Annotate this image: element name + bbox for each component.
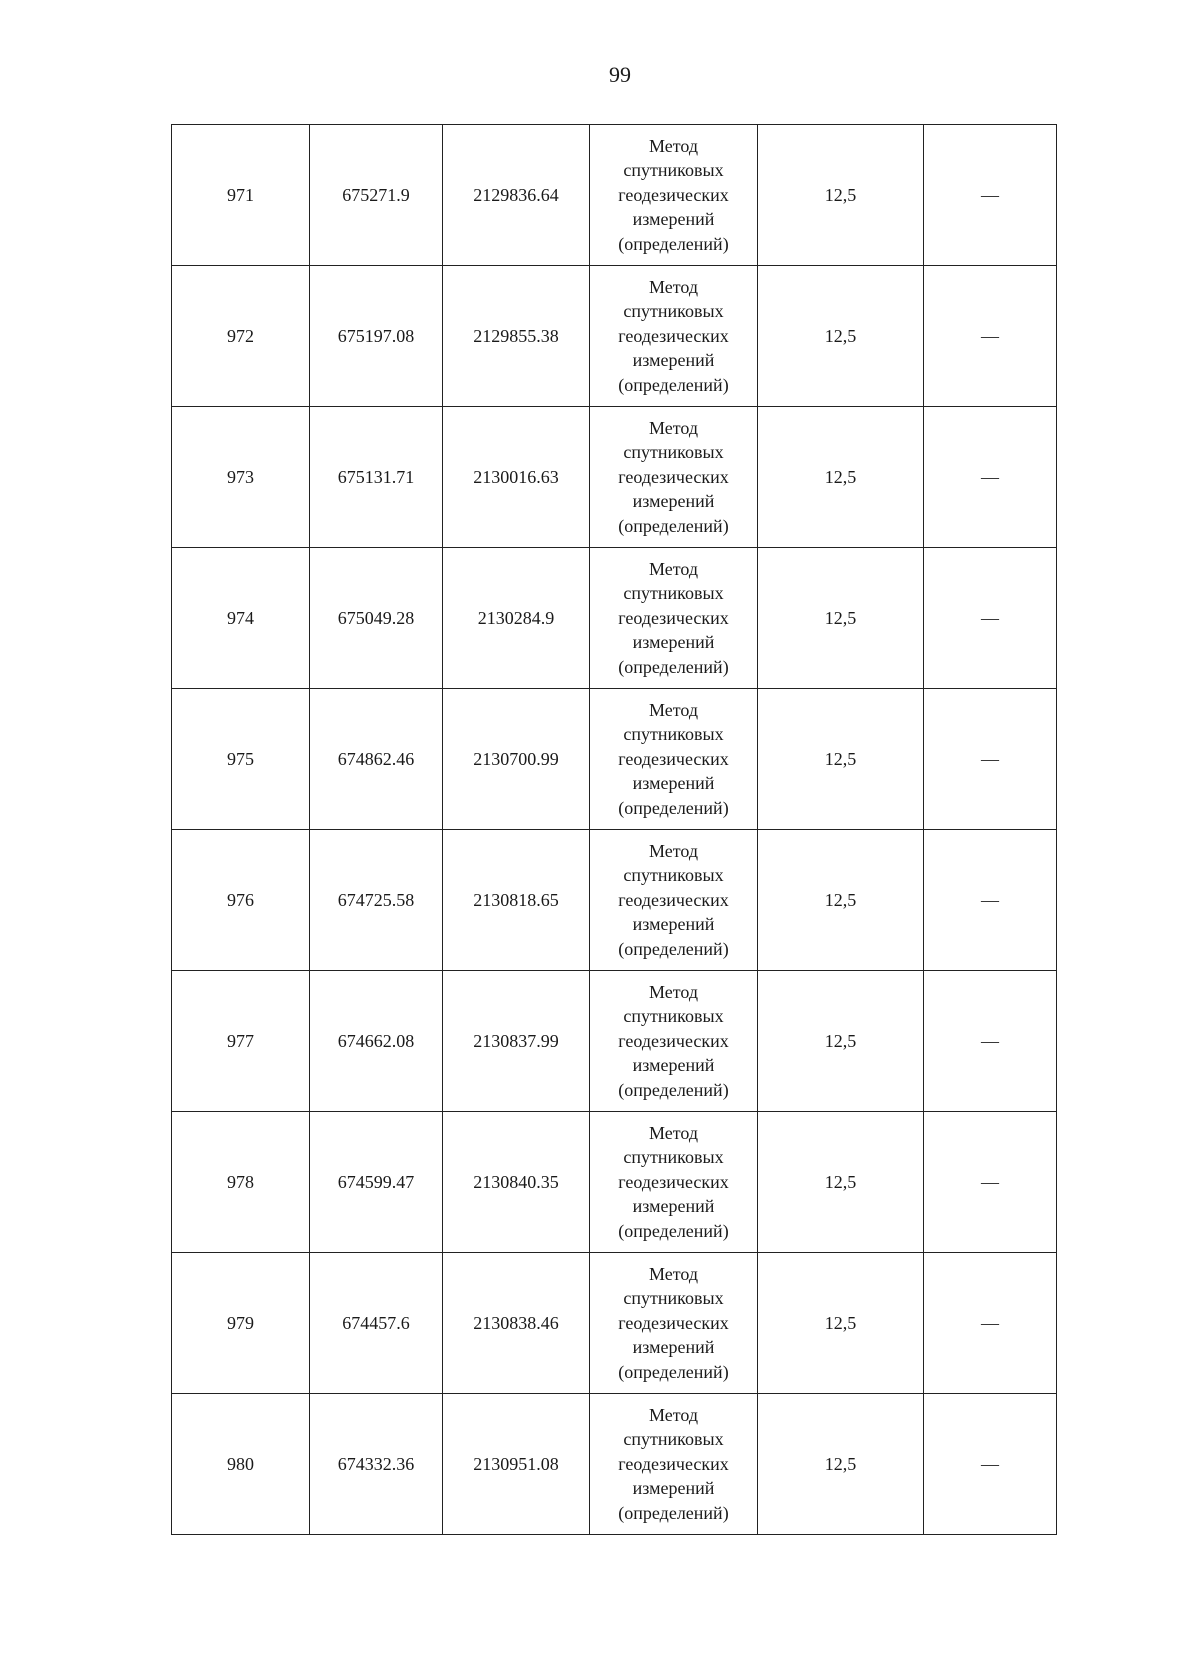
y-coordinate-cell: 2130840.35 <box>443 1112 590 1253</box>
table-row <box>172 1253 1057 1394</box>
method-line: Метод <box>648 135 699 156</box>
method-line: спутниковых <box>623 160 724 181</box>
note-cell: — <box>924 407 1057 548</box>
method-line: измерений <box>632 209 715 230</box>
y-coordinate-cell: 2130838.46 <box>443 1253 590 1394</box>
method-line: геодезических <box>618 466 729 487</box>
accuracy-cell: 12,5 <box>758 125 924 266</box>
note-cell: — <box>924 125 1057 266</box>
y-coordinate-cell: 2130016.63 <box>443 407 590 548</box>
point-number-cell: 977 <box>172 971 310 1112</box>
table-row <box>172 266 1057 407</box>
table-row <box>172 689 1057 830</box>
y-coordinate-cell: 2129855.38 <box>443 266 590 407</box>
x-coordinate-cell: 674457.6 <box>310 1253 443 1394</box>
method-line: геодезических <box>618 1312 729 1333</box>
x-coordinate-cell: 675131.71 <box>310 407 443 548</box>
point-number-cell: 971 <box>172 125 310 266</box>
y-coordinate-cell: 2130951.08 <box>443 1394 590 1535</box>
method-line: измерений <box>632 773 715 794</box>
note-cell: — <box>924 1112 1057 1253</box>
note-cell: — <box>924 971 1057 1112</box>
accuracy-cell: 12,5 <box>758 1253 924 1394</box>
x-coordinate-cell: 674862.46 <box>310 689 443 830</box>
method-line: измерений <box>632 350 715 371</box>
method-cell <box>590 407 758 548</box>
method-line: (определений) <box>618 1079 729 1100</box>
method-line: измерений <box>632 491 715 512</box>
y-coordinate-cell: 2130700.99 <box>443 689 590 830</box>
method-line: спутниковых <box>623 583 724 604</box>
method-line: спутниковых <box>623 442 724 463</box>
method-line: спутниковых <box>623 301 724 322</box>
method-line: (определений) <box>618 656 729 677</box>
point-number-cell: 974 <box>172 548 310 689</box>
x-coordinate-cell: 674662.08 <box>310 971 443 1112</box>
table-row <box>172 971 1057 1112</box>
accuracy-cell: 12,5 <box>758 830 924 971</box>
point-number-cell: 975 <box>172 689 310 830</box>
method-line: измерений <box>632 1478 715 1499</box>
note-cell: — <box>924 1394 1057 1535</box>
x-coordinate-cell: 675197.08 <box>310 266 443 407</box>
point-number-cell: 980 <box>172 1394 310 1535</box>
method-line: (определений) <box>618 1361 729 1382</box>
method-cell <box>590 1112 758 1253</box>
table-row <box>172 548 1057 689</box>
method-line: спутниковых <box>623 1288 724 1309</box>
method-line: Метод <box>648 1122 699 1143</box>
method-line: геодезических <box>618 607 729 628</box>
method-line: измерений <box>632 1055 715 1076</box>
method-line: (определений) <box>618 374 729 395</box>
point-number-cell: 978 <box>172 1112 310 1253</box>
accuracy-cell: 12,5 <box>758 407 924 548</box>
note-cell: — <box>924 689 1057 830</box>
method-line: Метод <box>648 699 699 720</box>
method-line: геодезических <box>618 184 729 205</box>
method-line: спутниковых <box>623 1006 724 1027</box>
method-line: геодезических <box>618 1030 729 1051</box>
method-cell <box>590 1394 758 1535</box>
table-row <box>172 407 1057 548</box>
method-line: измерений <box>632 632 715 653</box>
x-coordinate-cell: 674725.58 <box>310 830 443 971</box>
x-coordinate-cell: 675271.9 <box>310 125 443 266</box>
method-line: спутниковых <box>623 1147 724 1168</box>
method-line: Метод <box>648 840 699 861</box>
method-line: измерений <box>632 1337 715 1358</box>
table-row <box>172 830 1057 971</box>
method-line: спутниковых <box>623 865 724 886</box>
x-coordinate-cell: 674599.47 <box>310 1112 443 1253</box>
coordinates-table <box>171 124 1057 1535</box>
method-line: спутниковых <box>623 724 724 745</box>
y-coordinate-cell: 2129836.64 <box>443 125 590 266</box>
method-line: (определений) <box>618 233 729 254</box>
method-line: Метод <box>648 558 699 579</box>
x-coordinate-cell: 674332.36 <box>310 1394 443 1535</box>
table-row <box>172 1112 1057 1253</box>
x-coordinate-cell: 675049.28 <box>310 548 443 689</box>
method-line: геодезических <box>618 889 729 910</box>
method-line: (определений) <box>618 1502 729 1523</box>
note-cell: — <box>924 266 1057 407</box>
method-line: (определений) <box>618 797 729 818</box>
accuracy-cell: 12,5 <box>758 689 924 830</box>
point-number-cell: 976 <box>172 830 310 971</box>
accuracy-cell: 12,5 <box>758 1394 924 1535</box>
method-line: (определений) <box>618 1220 729 1241</box>
method-line: спутниковых <box>623 1429 724 1450</box>
point-number-cell: 979 <box>172 1253 310 1394</box>
accuracy-cell: 12,5 <box>758 971 924 1112</box>
accuracy-cell: 12,5 <box>758 1112 924 1253</box>
table-body <box>172 125 1057 1535</box>
point-number-cell: 973 <box>172 407 310 548</box>
method-line: (определений) <box>618 938 729 959</box>
y-coordinate-cell: 2130837.99 <box>443 971 590 1112</box>
method-line: Метод <box>648 1263 699 1284</box>
method-line: Метод <box>648 981 699 1002</box>
method-line: Метод <box>648 1404 699 1425</box>
method-line: геодезических <box>618 1171 729 1192</box>
method-cell <box>590 125 758 266</box>
method-line: геодезических <box>618 748 729 769</box>
method-line: (определений) <box>618 515 729 536</box>
accuracy-cell: 12,5 <box>758 548 924 689</box>
note-cell: — <box>924 548 1057 689</box>
method-line: Метод <box>648 276 699 297</box>
page-number: 99 <box>609 62 631 87</box>
method-cell <box>590 266 758 407</box>
method-line: геодезических <box>618 1453 729 1474</box>
method-line: измерений <box>632 1196 715 1217</box>
method-cell <box>590 971 758 1112</box>
method-cell <box>590 689 758 830</box>
note-cell: — <box>924 1253 1057 1394</box>
accuracy-cell: 12,5 <box>758 266 924 407</box>
method-cell <box>590 830 758 971</box>
y-coordinate-cell: 2130818.65 <box>443 830 590 971</box>
method-line: измерений <box>632 914 715 935</box>
method-cell <box>590 1253 758 1394</box>
method-line: геодезических <box>618 325 729 346</box>
point-number-cell: 972 <box>172 266 310 407</box>
note-cell: — <box>924 830 1057 971</box>
method-line: Метод <box>648 417 699 438</box>
y-coordinate-cell: 2130284.9 <box>443 548 590 689</box>
method-cell <box>590 548 758 689</box>
table-row <box>172 125 1057 266</box>
table-row <box>172 1394 1057 1535</box>
